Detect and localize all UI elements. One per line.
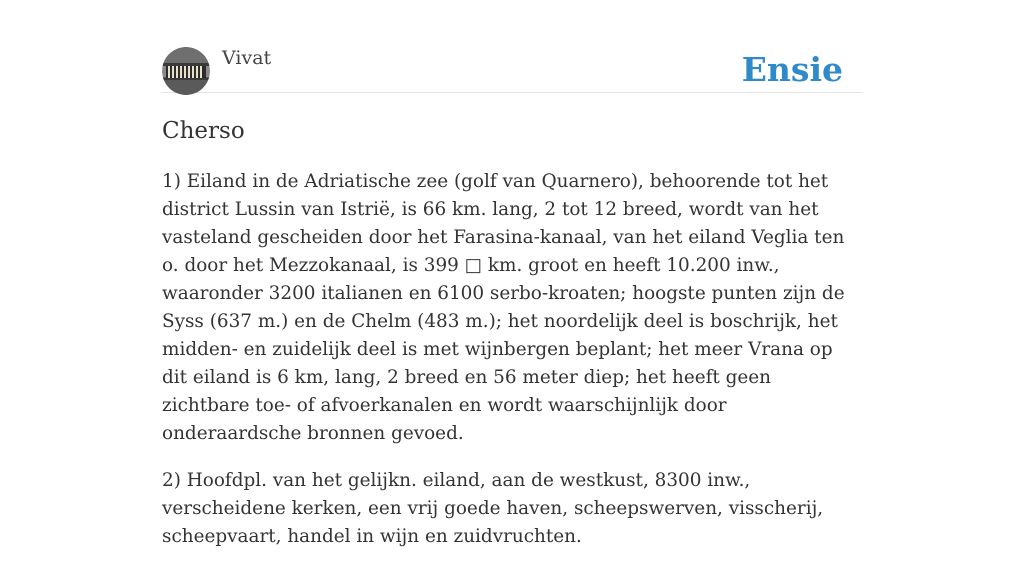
definition-paragraph: 1) Eiland in de Adriatische zee (golf van Quarnero), behoorende tot het district Lussin van Istrië, is 66 km. lang, 2 tot 12 breed, wordt van het vasteland gescheiden door het Farasina-kanaal, van het eiland Veglia ten o. door het Mezzokanaal, is 399 □ km. groot en heeft 10.200 inw., waaronder 3200 italianen en 6100 serbo-kroaten; hoogste punten zijn de Syss (637 m.) en de Chelm (483 m.); het noordelijk deel is boschrijk, het midden- en zuidelijk deel is met wijnbergen beplant; het meer Vrana op dit eiland is 6 km, lang, 2 breed en 56 meter diep; het heeft geen zichtbare toe- of afvoerkanalen en wordt waarschijnlijk door onderaardsche bronnen gevoed. [162, 171, 845, 444]
entry-body [162, 168, 862, 570]
header [162, 0, 862, 93]
definition-paragraph: 2) Hoofdpl. van het gelijkn. eiland, aan de westkust, 8300 inw., verscheidene kerken, een vrij goede haven, scheepswerven, visscherij, scheepvaart, handel in wijn en zuidvruchten. [162, 470, 824, 547]
brand-logo[interactable]: Ensie [741, 50, 843, 89]
author-name[interactable]: Vivat [222, 47, 272, 69]
page [162, 0, 862, 547]
avatar[interactable] [162, 47, 210, 95]
entry-title: Cherso [162, 118, 245, 144]
avatar-image [162, 47, 210, 95]
